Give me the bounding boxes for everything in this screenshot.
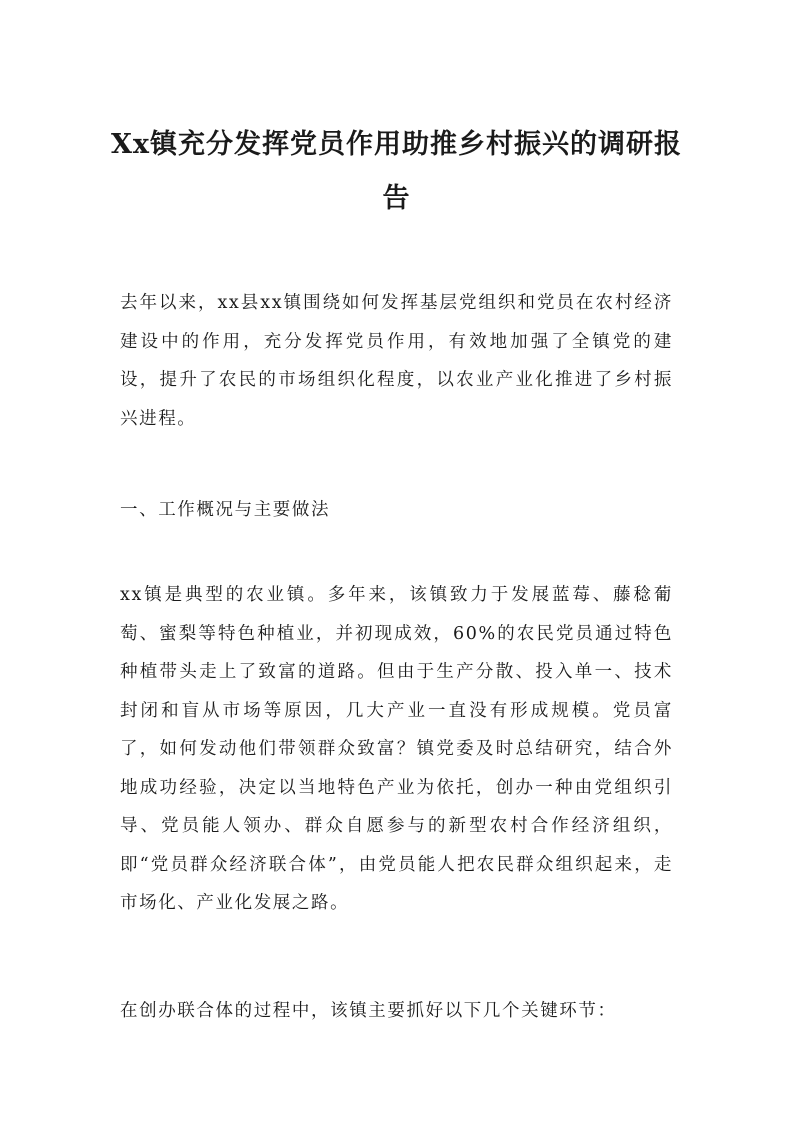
section-heading: 一、工作概况与主要做法 bbox=[120, 500, 331, 520]
body-paragraph: xx镇是典型的农业镇。多年来，该镇致力于发展蓝莓、藤稔葡萄、蜜梨等特色种植业，并初现成效，60%的农民党员通过特色种植带头走上了致富的道路。但由于生产分散、投入单一、技术封闭和盲从市场等原因，几大产业一直没有形成规模。党员富了，如何发动他们带领群众致富？镇党委及时总结研究，结合外地成功经验，决定以当地特色产业为依托，创办一种由党组织引导、党员能人领办、群众自愿参与的新型农村合作经济组织，即“党员群众经济联合体”，由党员能人把农民群众组织起来，走市场化、产业化发展之路。 bbox=[120, 585, 673, 913]
body-paragraph-lead-in: 在创办联合体的过程中，该镇主要抓好以下几个关键环节： bbox=[120, 1001, 617, 1021]
document-title: Xx镇充分发挥党员作用助推乡村振兴的调研报告 bbox=[110, 129, 683, 214]
intro-paragraph: 去年以来，xx县xx镇围绕如何发挥基层党组织和党员在农村经济建设中的作用，充分发挥党员作用，有效地加强了全镇党的建设，提升了农民的市场组织化程度，以农业产业化推进了乡村振兴进程。 bbox=[120, 293, 673, 429]
